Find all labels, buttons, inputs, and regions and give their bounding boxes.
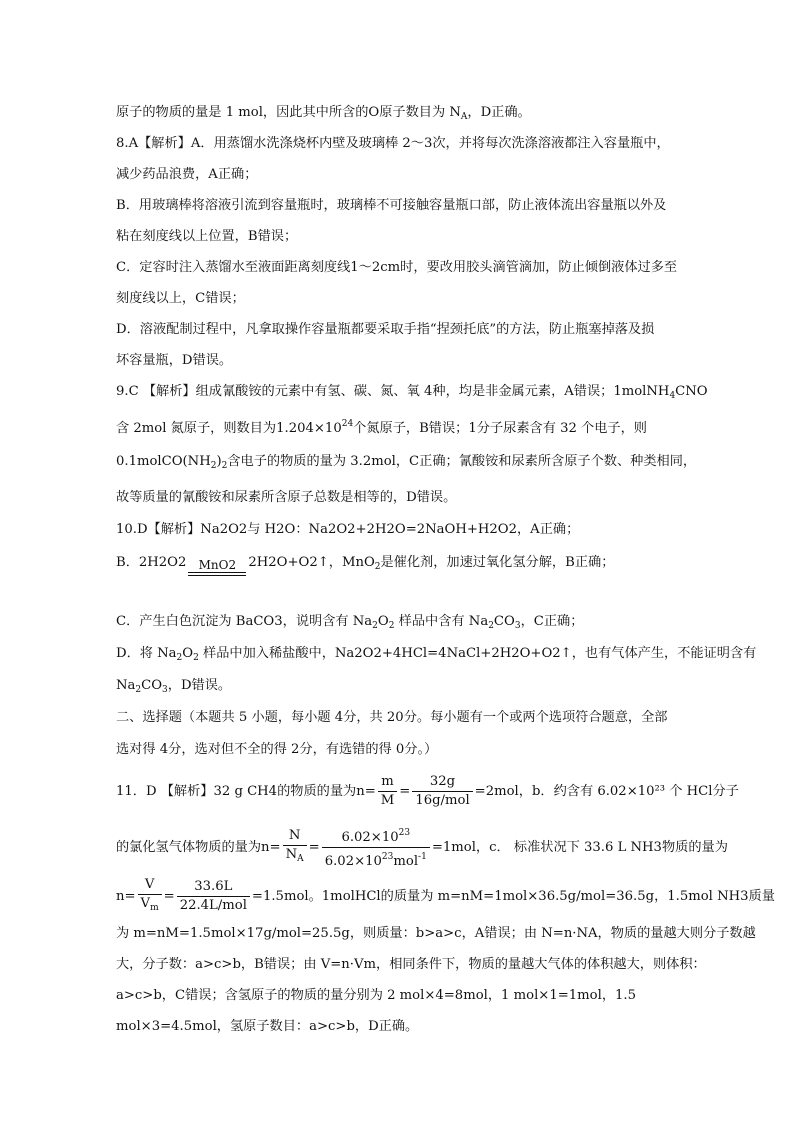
text-line: 原子的物质的量是 1 mol，因此其中所含的O原子数目为 $N_A$，D正确。 bbox=[116, 105, 531, 122]
text-line: 减少药品浪费，A正确； bbox=[116, 167, 258, 182]
fraction: $\frac{N}{N_A}$ bbox=[283, 827, 307, 868]
text-line: mol×3=4.5mol，氢原子数目：a>c>b，D正确。 bbox=[116, 1019, 419, 1034]
fraction: $\frac{V}{V_m}$ bbox=[138, 876, 162, 917]
fraction: $\frac{6.02\times 10^{23}}{6.02\times 10^{23}mol^{-1}}$ bbox=[322, 824, 430, 871]
fraction: $\frac{33.6L}{\text{22.4L/mol}}$ bbox=[177, 878, 250, 915]
text-line: 8.A【解析】A．用蒸馏水洗涤烧杯内壁及玻璃棒 2～3次，并将每次洗涤溶液都注入容量瓶中， bbox=[116, 136, 670, 151]
fraction: $\frac{m}{M}$ bbox=[378, 773, 398, 810]
text-line: 为 m=nM=1.5mol×17g/mol=25.5g，则质量：b>a>c，A错误；由 N=n·NA，物质的量越大则分子数越 bbox=[116, 926, 756, 941]
reaction-arrow: MnO2 bbox=[188, 558, 246, 576]
text-line: 刻度线以上，C错误； bbox=[116, 291, 245, 306]
fraction: $\frac{32g}{\text{16g/mol}}$ bbox=[412, 773, 472, 810]
text-line: $Na_2CO_3$，D错误。 bbox=[116, 678, 232, 695]
text-line: 二、选择题（本题共 5 小题，每小题 4分，共 20分。每小题有一个或两个选项符合题意，全部 bbox=[116, 710, 668, 725]
text-line: 10.D【解析】Na2O2与 H2O：Na2O2+2H2O=2NaOH+H2O2，A正确； bbox=[116, 522, 580, 537]
text-line: D．溶液配制过程中，凡拿取操作容量瓶都要采取手指“捏颈托底”的方法，防止瓶塞掉落及损 bbox=[116, 322, 655, 337]
text-line: 选对得 4分，选对但不全的得 2分，有选错的得 0分。） bbox=[116, 742, 438, 757]
text-line: C．产生白色沉淀为 BaCO3，说明含有 $Na_2O_2$ 样品中含有 $Na_2CO_3$，C正确； bbox=[116, 614, 584, 631]
text-line: 故等质量的氰酸铵和尿素所含原子总数是相等的，D错误。 bbox=[116, 490, 457, 505]
text-line: a>c>b，C错误；含氢原子的物质的量分别为 2 mol×4=8mol，1 mol×1=1mol，1.5 bbox=[116, 988, 636, 1003]
text-line: 坏容量瓶，D错误。 bbox=[116, 353, 233, 368]
text-line: B．2H2O2 MnO2 2H2O+O2↑，MnO$_2$是催化剂，加速过氧化氢分解，B正确； bbox=[116, 552, 614, 578]
text-line: $0.1molCO(NH_2)_2$含电子的物质的量为 3.2mol，C正确；氰酸铵和尿素所含原子个数、种类相同， bbox=[116, 454, 697, 471]
text-line: n= $\frac{V}{V_m}$ = $\frac{33.6L}{\text{22.4L/mol}}$ =1.5mol。1molHCl的质量为 m=nM=1mol×36.5g/mol=36.5g，1.5mol NH3质量 bbox=[116, 876, 775, 917]
text-line: 粘在刻度线以上位置，B错误； bbox=[116, 229, 298, 244]
text-line: 11．D 【解析】32 g CH4的物质的量为n= $\frac{m}{M}$ = $\frac{32g}{\text{16g/mol}}$ =2mol，b．约含有 6.02×10²³ 个 HCl分子 bbox=[116, 774, 739, 808]
text-line: D．将 $Na_2O_2$ 样品中加入稀盐酸中，Na2O2+4HCl=4NaCl+2H2O+O2↑，也有气体产生，不能证明含有 bbox=[116, 646, 757, 663]
text-line: 大，分子数：a>c>b，B错误；由 V=n·Vm，相同条件下，物质的量越大气体的体积越大，则体积： bbox=[116, 957, 706, 972]
text-line: C．定容时注入蒸馏水至液面距离刻度线1～2cm时，要改用胶头滴管滴加，防止倾倒液体过多至 bbox=[116, 260, 678, 275]
text-line: 的氯化氢气体物质的量为n= $\frac{N}{N_A}$ = $\frac{6.02\times 10^{23}}{6.02\times 10^{23}mol^{-1}}$ =1mol，c． 标准状况下 33.6 L NH3物质的量为 bbox=[116, 824, 728, 871]
text-line: 9.C 【解析】组成氰酸铵的元素中有氢、碳、氮、氧 4种，均是非金属元素，A错误；1molNH$_4$CNO bbox=[116, 384, 708, 401]
text-line: 含 2mol 氮原子，则数目为$1.204\times 10^{24}$个氮原子，B错误；1分子尿素含有 32 个电子，则 bbox=[116, 419, 647, 436]
text-line: B．用玻璃棒将溶液引流到容量瓶时，玻璃棒不可接触容量瓶口部，防止液体流出容量瓶以外及 bbox=[116, 198, 667, 213]
